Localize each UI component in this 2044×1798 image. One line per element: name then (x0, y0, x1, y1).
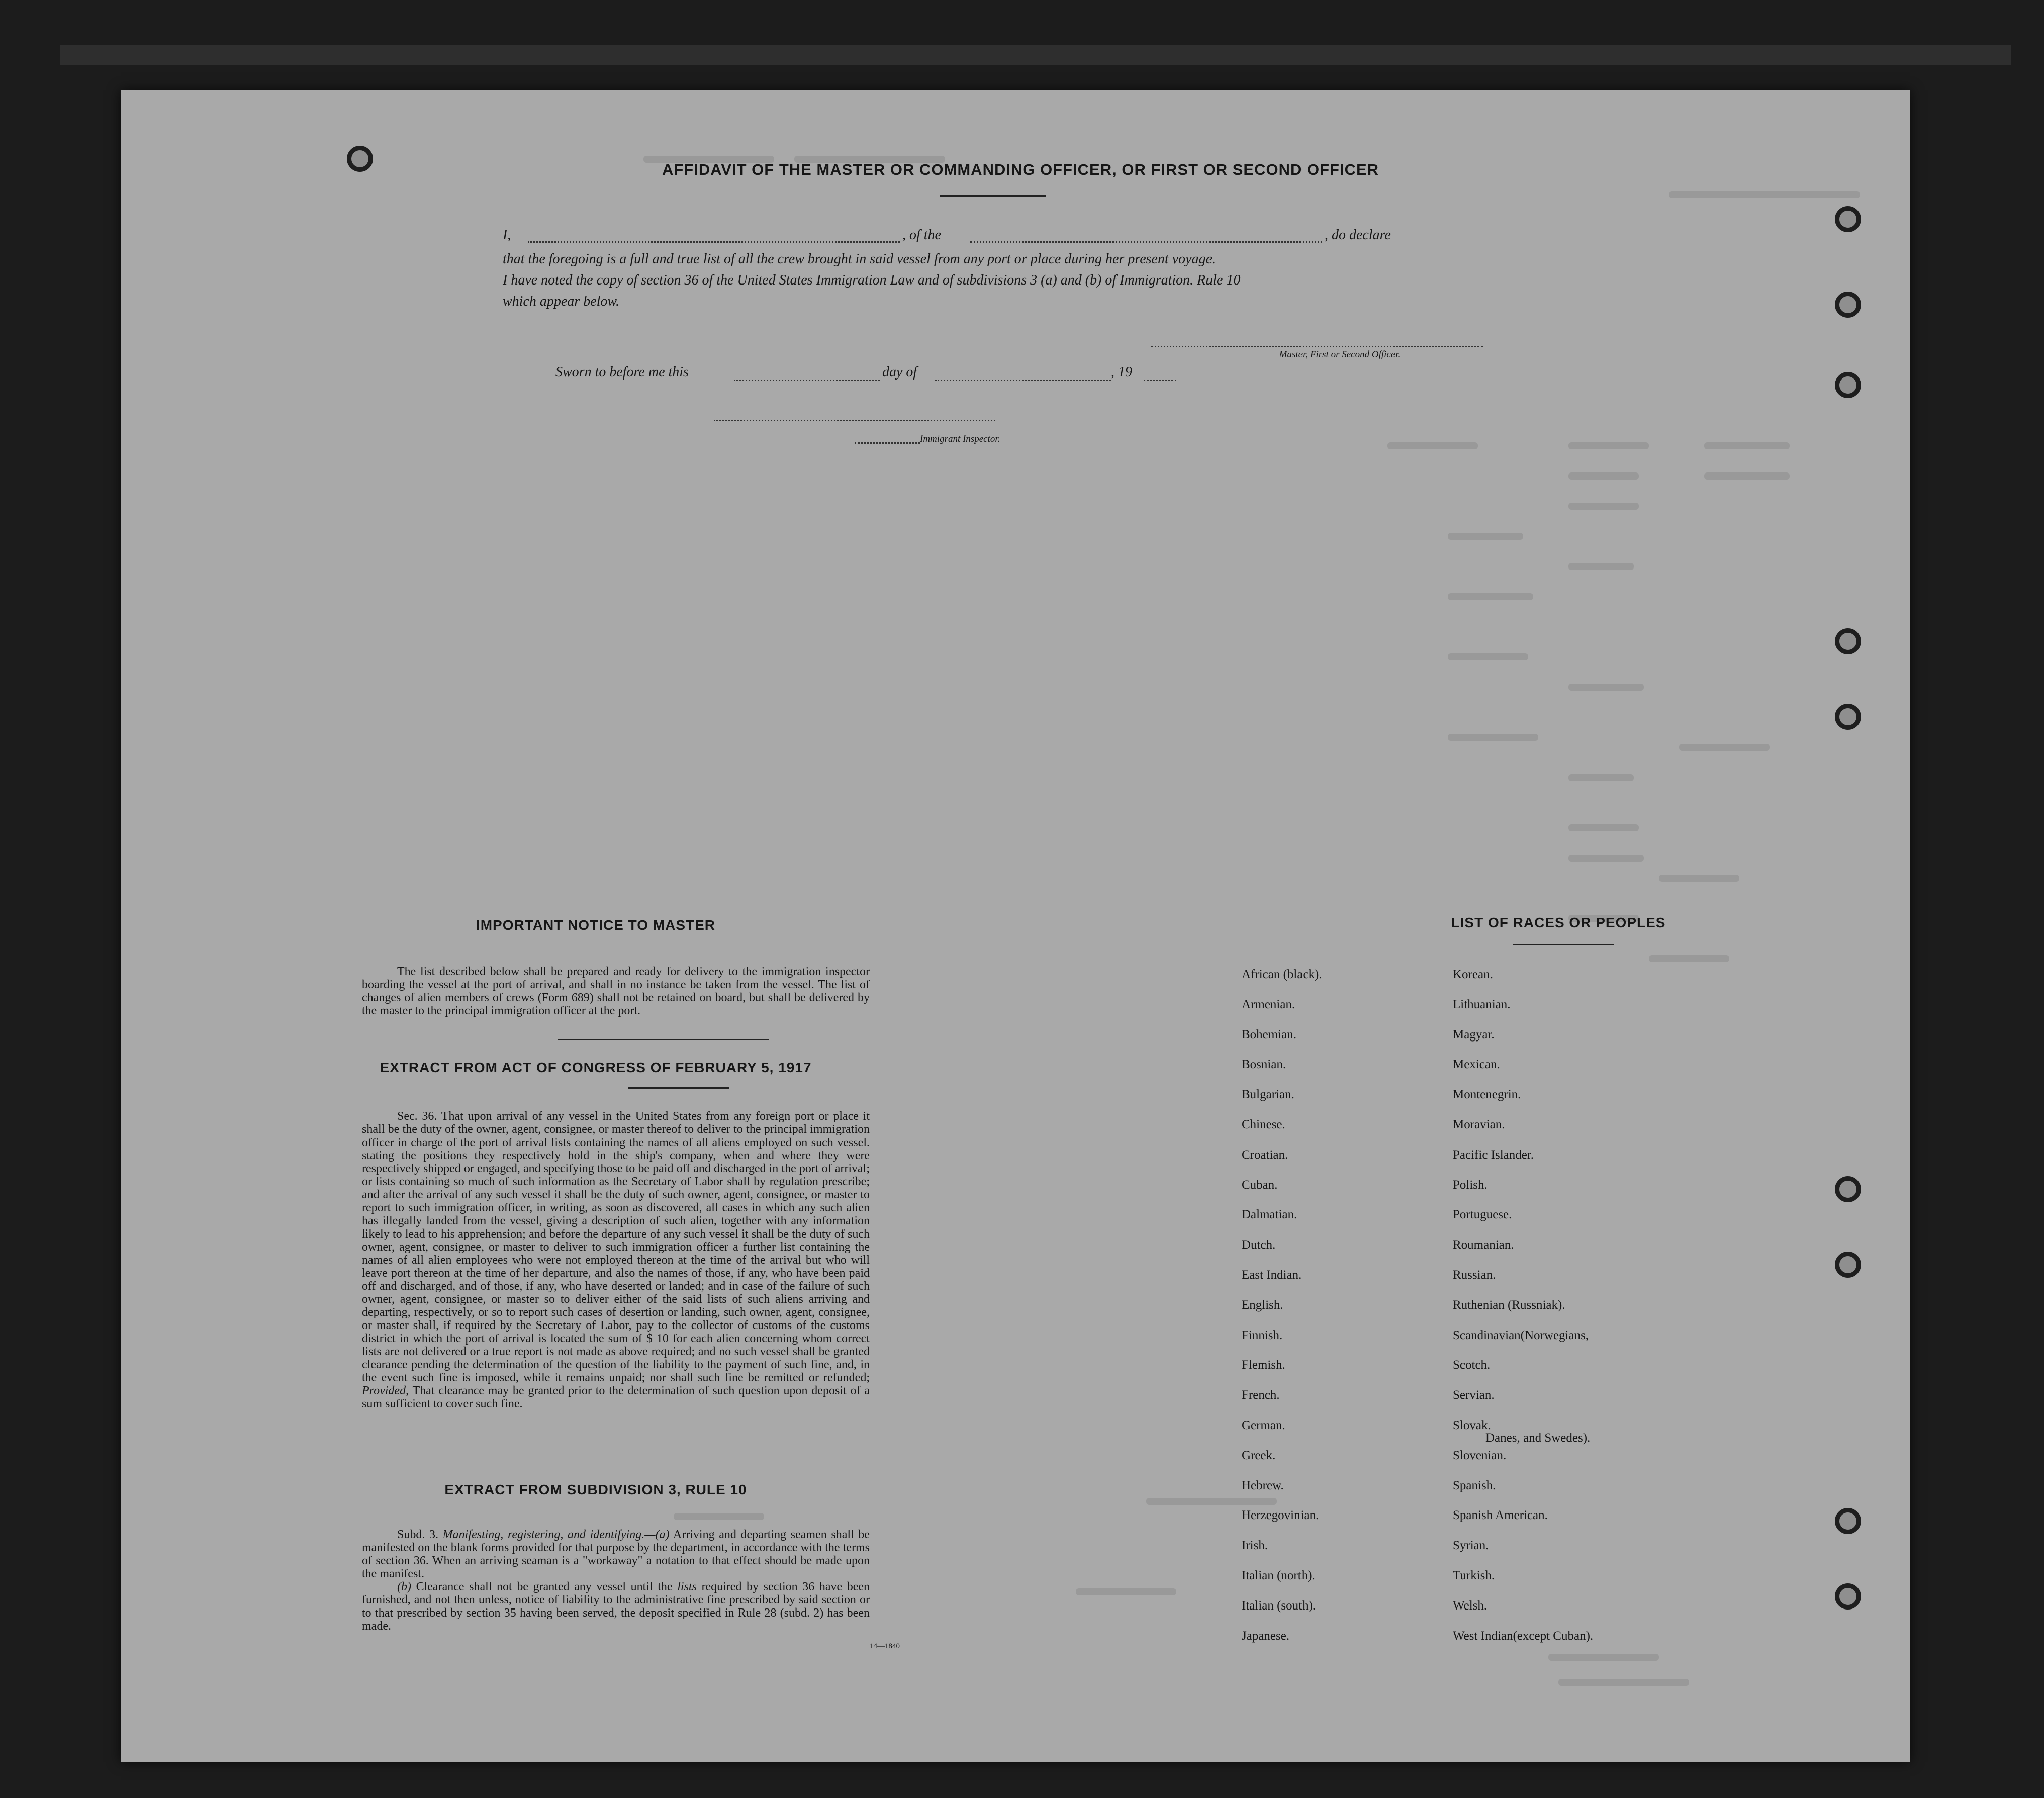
race-item: Bohemian. (1242, 1028, 1297, 1042)
punch-hole (1835, 1252, 1861, 1278)
notice-title: IMPORTANT NOTICE TO MASTER (476, 917, 716, 933)
divider (1513, 944, 1614, 945)
scanner-border (60, 45, 2011, 65)
rule-title: EXTRACT FROM SUBDIVISION 3, RULE 10 (444, 1482, 747, 1497)
race-item: Spanish. (1453, 1479, 1496, 1492)
race-item: Dalmatian. (1242, 1208, 1297, 1221)
race-item: Cuban. (1242, 1178, 1278, 1192)
punch-hole (1835, 206, 1861, 232)
act-title: EXTRACT FROM ACT OF CONGRESS OF FEBRUARY 5, 1917 (380, 1060, 812, 1075)
race-item: Scotch. (1453, 1358, 1491, 1372)
race-item: Italian (south). (1242, 1599, 1316, 1613)
race-item: Welsh. (1453, 1599, 1488, 1613)
sworn-day-field[interactable] (734, 380, 880, 381)
punch-hole (1835, 704, 1861, 730)
notice-text: The list described below shall be prepared and ready for delivery to the immigration inspector boarding the vessel at the port of arrival, and shall in no instance be taken from the vessel. The list of changes of alien members of crews (Form 689) shall not be retained on board, but shall be delivered by the master to the principal immigration officer at the port. (362, 965, 870, 1017)
rule-text-b: (b) Clearance shall not be granted any vessel until the lists required by section 36 have been furnished, and not then unless, notice of liability to the administrative fine prescribed by said section or to that prescribed by section 35 having been served, the deposit specified in Rule 28 (subd. 2) has been made. (362, 1580, 870, 1633)
divider (628, 1087, 729, 1089)
race-item: Dutch. (1242, 1238, 1276, 1252)
race-item: Chinese. (1242, 1118, 1285, 1131)
race-item: Slovenian. (1453, 1449, 1507, 1462)
form-number: 14—1840 (870, 1642, 900, 1650)
race-continuation: Danes, and Swedes). (1485, 1431, 1591, 1445)
manifest-sheet (121, 90, 1910, 1762)
race-item: Bulgarian. (1242, 1088, 1294, 1101)
affidavit-line3: I have noted the copy of section 36 of the United States Immigration Law and of subdivisions 3 (a) and (b) of Immigration. Rule 10 (503, 272, 1241, 288)
inspector-caption: Immigrant Inspector. (920, 434, 1000, 444)
race-item: East Indian. (1242, 1268, 1302, 1282)
race-item: Pacific Islander. (1453, 1148, 1534, 1162)
vessel-field[interactable] (970, 241, 1322, 243)
race-item: Japanese. (1242, 1629, 1290, 1643)
divider (558, 1039, 769, 1040)
race-item: Magyar. (1453, 1028, 1495, 1042)
punch-hole (347, 146, 373, 172)
race-item: Croatian. (1242, 1148, 1288, 1162)
race-item: French. (1242, 1388, 1280, 1402)
year-field[interactable] (1144, 380, 1176, 381)
day-of-label: day of (882, 364, 917, 380)
affidavit-i: I, (503, 227, 511, 243)
punch-hole (1835, 372, 1861, 398)
punch-hole (1835, 1176, 1861, 1202)
race-item: Russian. (1453, 1268, 1496, 1282)
race-item: Mexican. (1453, 1058, 1500, 1071)
race-item: Bosnian. (1242, 1058, 1286, 1071)
rule-text-a: Subd. 3. Manifesting, registering, and identifying.—(a) Arriving and departing seamen shall be manifested on the blank forms provided for that purpose by the department, in accordance with the terms of section 36. When an arriving seaman is a "workaway" a notation to that effect should be made upon the manifest. (362, 1528, 870, 1580)
races-title: LIST OF RACES OR PEOPLES (1451, 915, 1666, 930)
race-item: Irish. (1242, 1539, 1268, 1552)
race-item: Armenian. (1242, 998, 1295, 1011)
race-item: Portuguese. (1453, 1208, 1512, 1221)
race-item: Flemish. (1242, 1358, 1285, 1372)
affidavit-of-the: , of the (902, 227, 941, 243)
race-item: Lithuanian. (1453, 998, 1511, 1011)
race-item: Italian (north). (1242, 1569, 1315, 1582)
sworn-month-field[interactable] (935, 380, 1111, 381)
punch-hole (1835, 1583, 1861, 1610)
name-field[interactable] (528, 241, 900, 243)
master-caption: Master, First or Second Officer. (1279, 349, 1401, 360)
affidavit-line4: which appear below. (503, 294, 620, 309)
affidavit-line2: that the foregoing is a full and true list of all the crew brought in said vessel from any port or place during her present voyage. (503, 251, 1216, 267)
race-item: Slovak. (1453, 1418, 1491, 1432)
race-item: Finnish. (1242, 1329, 1283, 1342)
divider (940, 195, 1046, 197)
race-item: Korean. (1453, 968, 1493, 981)
punch-hole (1835, 1508, 1861, 1534)
sworn-label: Sworn to before me this (555, 364, 689, 380)
race-item: English. (1242, 1298, 1283, 1312)
race-item: West Indian(except Cuban). (1453, 1629, 1594, 1643)
race-item: Hebrew. (1242, 1479, 1284, 1492)
race-item: Turkish. (1453, 1569, 1495, 1582)
race-item: Moravian. (1453, 1118, 1505, 1131)
race-item: Servian. (1453, 1388, 1495, 1402)
act-text: Sec. 36. That upon arrival of any vessel in the United States from any foreign port or place it shall be the duty of the owner, agent, consignee, or master thereof to deliver to the principal immigration officer in charge of the port of arrival lists containing the names of all aliens employed on such vessel. stating the positions they respectively hold in the ship's company, when and where they were respectively shipped or engaged, and specifying those to be paid off and discharged in the port of arrival; or lists containing so much of such information as the Secretary of Labor shall by regulation prescribe; and after the arrival of any such vessel it shall be the duty of such owner, agent, consignee, or master to report to such immigration officer, in writing, as soon as discovered, all cases in which any such alien has illegally landed from the vessel, giving a description of such alien, together with any information likely to lead to his apprehension; and before the departure of any such vessel it shall be the duty of such owner, agent, consignee, or master to deliver to such immigration officer a further list containing the names of all alien employees who were not employed thereon at the time of the arrival but who will leave port thereon at the time of her departure, and also the names of those, if any, who have been paid off and discharged, and of those, if any, who have deserted or landed; and in case of the failure of such owner, agent, consignee, or master so to deliver either of the said lists of such aliens arriving and departing, respectively, or so to report such cases of desertion or landing, such owner, agent, consignee, or master shall, if required by the Secretary of Labor, pay to the collector of customs of the customs district in which the port of arrival is located the sum of $ 10 for each alien concerning whom correct lists are not delivered or a true report is not made as above required; and no such vessel shall be granted clearance pending the determination of the question of the liability to the payment of such fine, and, in the event such fine is imposed, while it remains unpaid; nor shall such fine be remitted or refunded; Provided, That clearance may be granted prior to the determination of such question upon deposit of a sum sufficient to cover such fine. (362, 1110, 870, 1410)
punch-hole (1835, 292, 1861, 318)
master-signature-field[interactable] (1151, 346, 1483, 347)
race-item: Herzegovinian. (1242, 1508, 1319, 1522)
inspector-signature-field[interactable] (714, 420, 995, 421)
race-item: Spanish American. (1453, 1508, 1548, 1522)
race-item: Syrian. (1453, 1539, 1489, 1552)
sec-label: Sec. 36. (397, 1110, 437, 1123)
race-item: Greek. (1242, 1449, 1276, 1462)
affidavit-title: AFFIDAVIT OF THE MASTER OR COMMANDING OFFICER, OR FIRST OR SECOND OFFICER (662, 161, 1379, 178)
punch-hole (1835, 628, 1861, 654)
race-item: Polish. (1453, 1178, 1488, 1192)
race-item: African (black). (1242, 968, 1322, 981)
race-item: German. (1242, 1418, 1285, 1432)
race-item: Roumanian. (1453, 1238, 1514, 1252)
affidavit-declare: , do declare (1325, 227, 1391, 243)
race-item: Montenegrin. (1453, 1088, 1521, 1101)
race-item: Scandinavian(Norwegians, (1453, 1329, 1589, 1342)
race-item: Ruthenian (Russniak). (1453, 1298, 1565, 1312)
year-label: , 19 (1111, 364, 1132, 380)
